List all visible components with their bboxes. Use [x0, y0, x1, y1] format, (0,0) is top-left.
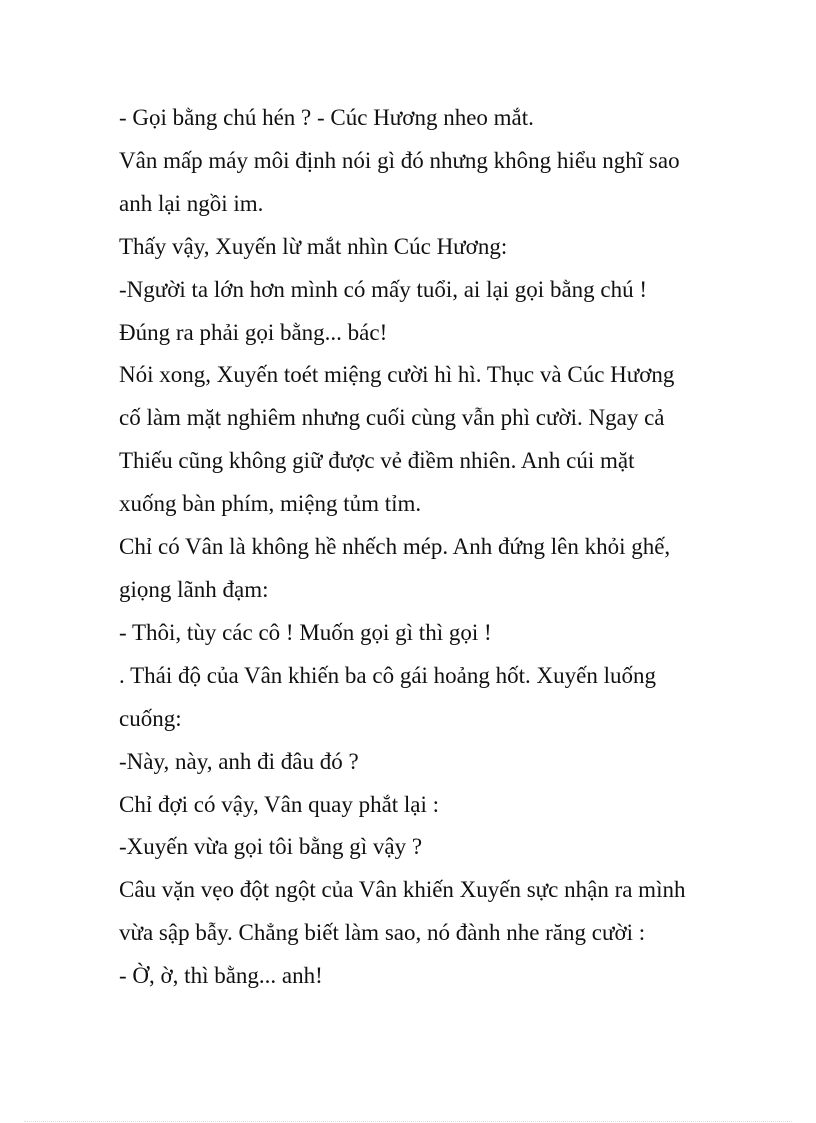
text-line: - Ờ, ờ, thì bằng... anh! — [119, 963, 323, 989]
text-line: cố làm mặt nghiêm nhưng cuối cùng vẫn phì cười. Ngay cả — [119, 405, 665, 431]
text-line: xuống bàn phím, miệng tủm tỉm. — [119, 491, 422, 517]
text-line: - Gọi bằng chú hén ? - Cúc Hương nheo mắt. — [119, 105, 534, 130]
text-line: cuống: — [119, 705, 182, 731]
text-line: -Xuyến vừa gọi tôi bằng gì vậy ? — [119, 834, 423, 860]
text-line: anh lại ngồi im. — [119, 190, 264, 216]
text-line: - Thôi, tùy các cô ! Muốn gọi gì thì gọi ! — [119, 619, 492, 645]
document-body — [119, 97, 719, 998]
text-line: giọng lãnh đạm: — [119, 576, 269, 602]
text-line: Câu vặn vẹo đột ngột của Vân khiến Xuyến sực nhận ra mình — [119, 877, 686, 903]
text-line: Chỉ đợi có vậy, Vân quay phắt lại : — [119, 791, 440, 817]
page-bottom-divider — [24, 1121, 792, 1122]
text-line: vừa sập bẫy. Chẳng biết làm sao, nó đành nhe răng cười : — [119, 920, 646, 946]
text-line: . Thái độ của Vân khiến ba cô gái hoảng hốt. Xuyến luống — [119, 662, 656, 688]
text-line: Đúng ra phải gọi bằng... bác! — [119, 319, 388, 345]
text-line: Chỉ có Vân là không hề nhếch mép. Anh đứng lên khỏi ghế, — [119, 534, 671, 560]
text-line: Thiếu cũng không giữ được vẻ điềm nhiên. Anh cúi mặt — [119, 448, 635, 474]
text-line: Nói xong, Xuyến toét miệng cười hì hì. Thục và Cúc Hương — [119, 362, 675, 388]
text-line: Vân mấp máy môi định nói gì đó nhưng không hiểu nghĩ sao — [119, 147, 680, 173]
text-line: Thấy vậy, Xuyến lừ mắt nhìn Cúc Hương: — [119, 233, 508, 259]
text-line: -Này, này, anh đi đâu đó ? — [119, 748, 359, 774]
text-line: -Người ta lớn hơn mình có mấy tuổi, ai lại gọi bằng chú ! — [119, 276, 648, 302]
